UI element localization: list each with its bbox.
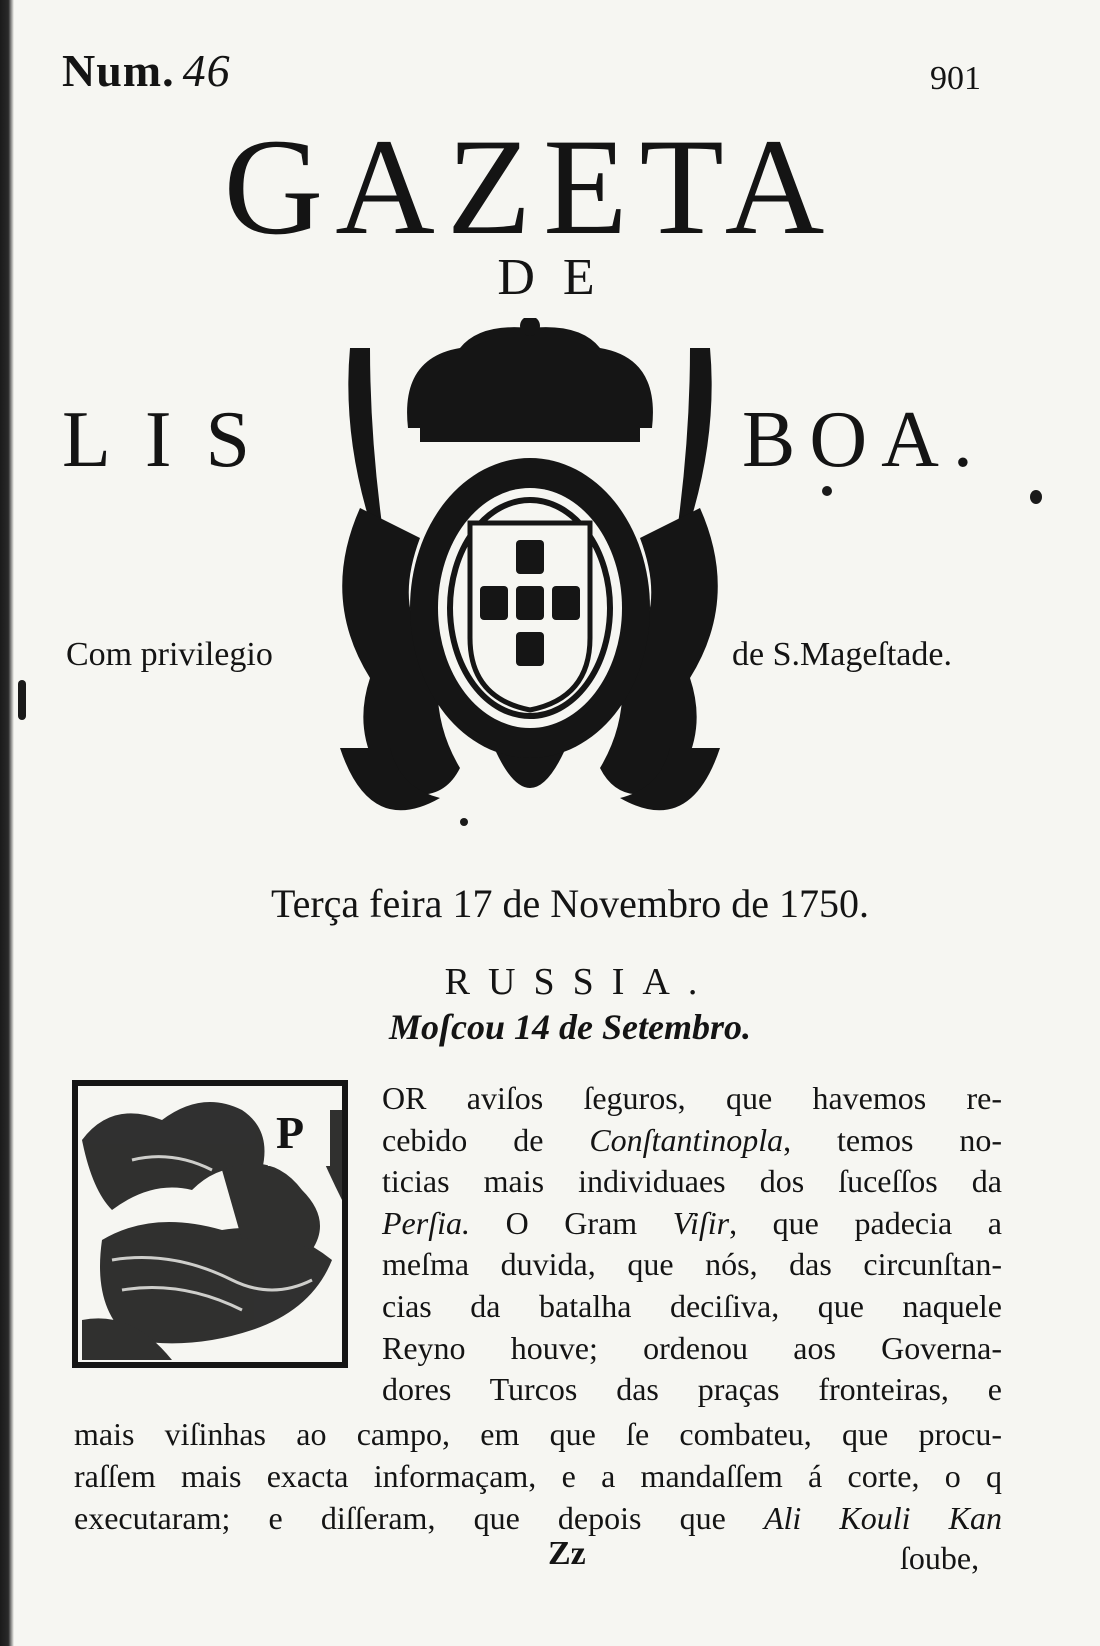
- italic-name: Perſia.: [382, 1204, 470, 1241]
- ink-speck: [822, 486, 832, 496]
- issue-number-label: Num.: [62, 45, 175, 96]
- catchword: ſoube,: [900, 1540, 980, 1576]
- section-subheading: Moſcou 14 de Setembro.: [389, 1007, 751, 1047]
- initial-letter: P: [276, 1107, 305, 1158]
- decorated-initial: [72, 1080, 348, 1368]
- text-line: Perſia. O Gram Viſir, que padecia a: [382, 1204, 1003, 1241]
- italic-name: Conſtantinopla: [589, 1121, 784, 1158]
- text-line: raſſem mais exacta informaçam, e a mandaſſem á corte, o q: [74, 1458, 1002, 1494]
- text-line: dores Turcos das praças fronteiras, e: [382, 1371, 1002, 1408]
- privilege-text-left: Com privilegio: [66, 636, 273, 673]
- royal-coat-of-arms-icon: [330, 318, 730, 838]
- article-full-width: [74, 1413, 1002, 1539]
- text-line: OR aviſos ſeguros, que havemos re-: [382, 1080, 1002, 1116]
- page-number: 901: [930, 60, 981, 97]
- masthead-city-left: LIS: [62, 396, 284, 484]
- text-line: Reyno houve; ordenou aos Governa-: [382, 1329, 1002, 1366]
- ink-speck: [1030, 490, 1042, 504]
- section-heading: RUSSIA.: [444, 961, 716, 1003]
- privilege-text-right: de S.Mageſtade.: [732, 636, 952, 673]
- page-margin-mark: [18, 680, 26, 720]
- ink-speck: [460, 818, 468, 826]
- woodcut-initial-icon: [72, 1080, 348, 1368]
- text-line: ticias mais individuaes dos ſuceſſos da: [382, 1163, 1002, 1200]
- text-line: cebido de Conſtantinopla, temos no-: [382, 1121, 1003, 1158]
- issue-dateline: Terça feira 17 de Novembro de 1750.: [270, 881, 870, 926]
- text-line: executaram; e diſſeram, que depois que Ali Kouli Kan: [74, 1500, 1003, 1536]
- masthead-de: DE: [497, 249, 623, 306]
- catchword-signature: Zz: [548, 1535, 586, 1572]
- issue-number-value: 46: [182, 45, 231, 96]
- issue-number: [62, 44, 231, 97]
- text-line: mais viſinhas ao campo, em que ſe combateu, que procu-: [74, 1416, 1002, 1452]
- text-line: meſma duvida, que nós, das circunſtan-: [382, 1246, 1002, 1283]
- article-column: [382, 1078, 1002, 1411]
- italic-name: Viſir: [672, 1204, 730, 1241]
- italic-name: Ali Kouli Kan: [763, 1500, 1003, 1536]
- text-line: cias da batalha deciſiva, que naquele: [382, 1287, 1002, 1324]
- masthead-title: GAZETA: [223, 110, 837, 263]
- masthead-city-right: BOA.: [742, 396, 987, 484]
